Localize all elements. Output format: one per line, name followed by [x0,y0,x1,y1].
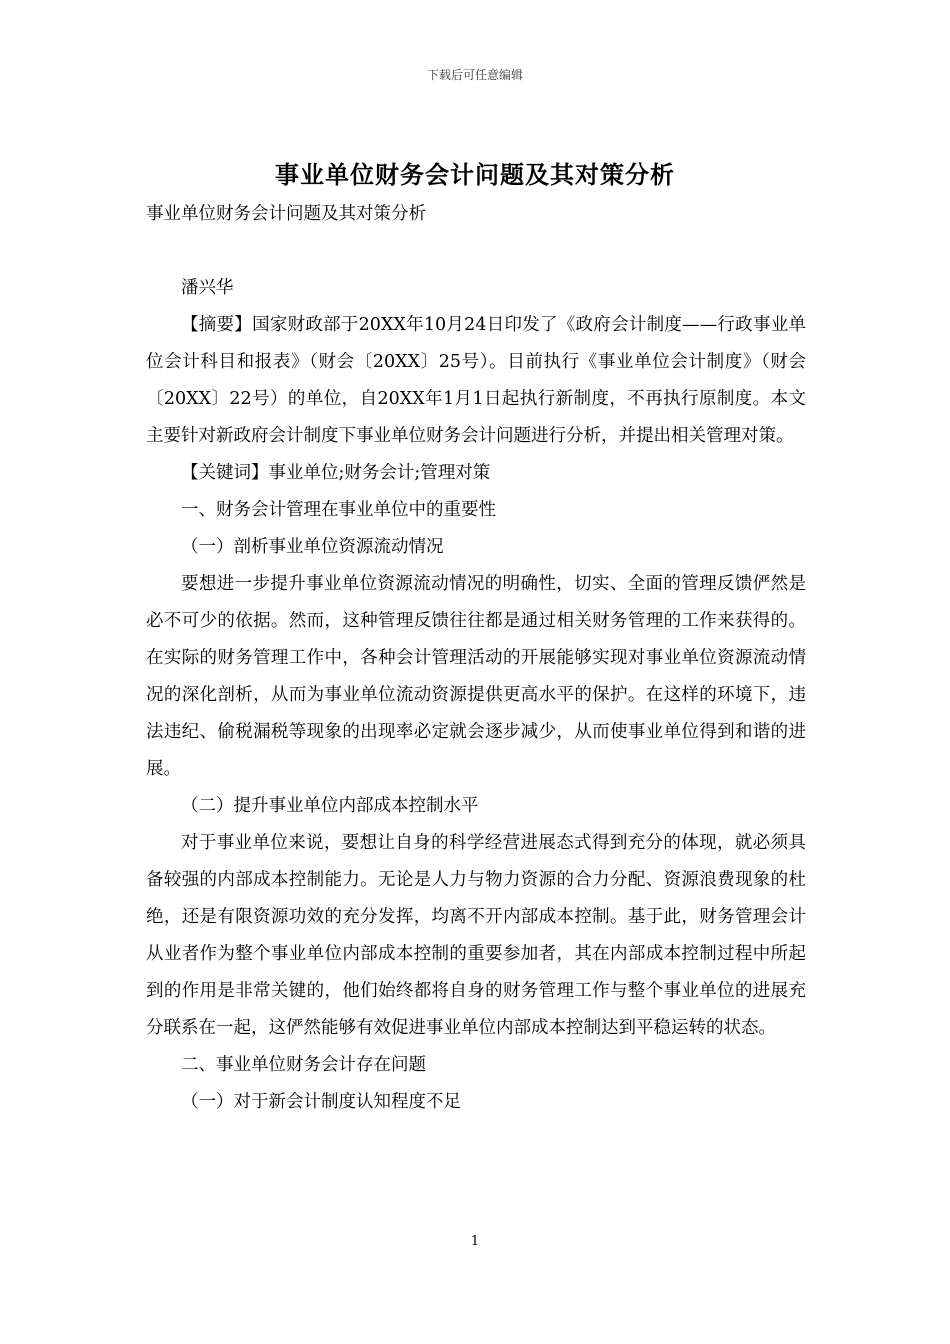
header-note: 下载后可任意编辑 [426,68,523,82]
spacer [146,233,806,270]
keywords-paragraph: 【关键词】事业单位;财务会计;管理对策 [181,463,491,483]
section2-heading: 二、事业单位财务会计存在问题 [181,1055,426,1075]
document-body [146,196,806,1121]
section2-sub1-heading: （一）对于新会计制度认知程度不足 [181,1092,461,1112]
section1-heading: 一、财务会计管理在事业单位中的重要性 [181,500,496,520]
section1-sub2-paragraph: 对于事业单位来说，要想让自身的科学经营进展态式得到充分的体现，就必须具备较强的内部成本控制能力。无论是人力与物力资源的合力分配、资源浪费现象的杜绝，还是有限资源功效的充分发挥，均离不开内部成本控制。基于此，财务管理会计从业者作为整个事业单位内部成本控制的重要参加者，其在内部成本控制过程中所起到的作用是非常关键的，他们始终都将自身的财务管理工作与整个事业单位的进展充分联系在一起，这俨然能够有效促进事业单位内部成本控制达到平稳运转的状态。 [146,833,806,1038]
author: 潘兴华 [181,278,234,298]
section1-sub2-heading: （二）提升事业单位内部成本控制水平 [181,796,479,816]
section1-sub1-heading: （一）剖析事业单位资源流动情况 [181,537,444,557]
page-number: 1 [470,1234,480,1249]
section1-sub1-paragraph: 要想进一步提升事业单位资源流动情况的明确性，切实、全面的管理反馈俨然是必不可少的依据。然而，这种管理反馈往往都是通过相关财务管理的工作来获得的。在实际的财务管理工作中，各种会计管理活动的开展能够实现对事业单位资源流动情况的深化剖析，从而为事业单位流动资源提供更高水平的保护。在这样的环境下，违法违纪、偷税漏税等现象的出现率必定就会逐步减少，从而使事业单位得到和谐的进展。 [146,574,806,779]
document-title: 事业单位财务会计问题及其对策分析 [275,160,675,189]
abstract-paragraph: 【摘要】国家财政部于20XX年10月24日印发了《政府会计制度——行政事业单位会计科目和报表》（财会〔20XX〕25号）。目前执行《事业单位会计制度》（财会〔20XX〕22号）的单位，自20XX年1月1日起执行新制度，不再执行原制度。本文主要针对新政府会计制度下事业单位财务会计问题进行分析，并提出相关管理对策。 [146,315,806,446]
subtitle: 事业单位财务会计问题及其对策分析 [146,204,426,224]
